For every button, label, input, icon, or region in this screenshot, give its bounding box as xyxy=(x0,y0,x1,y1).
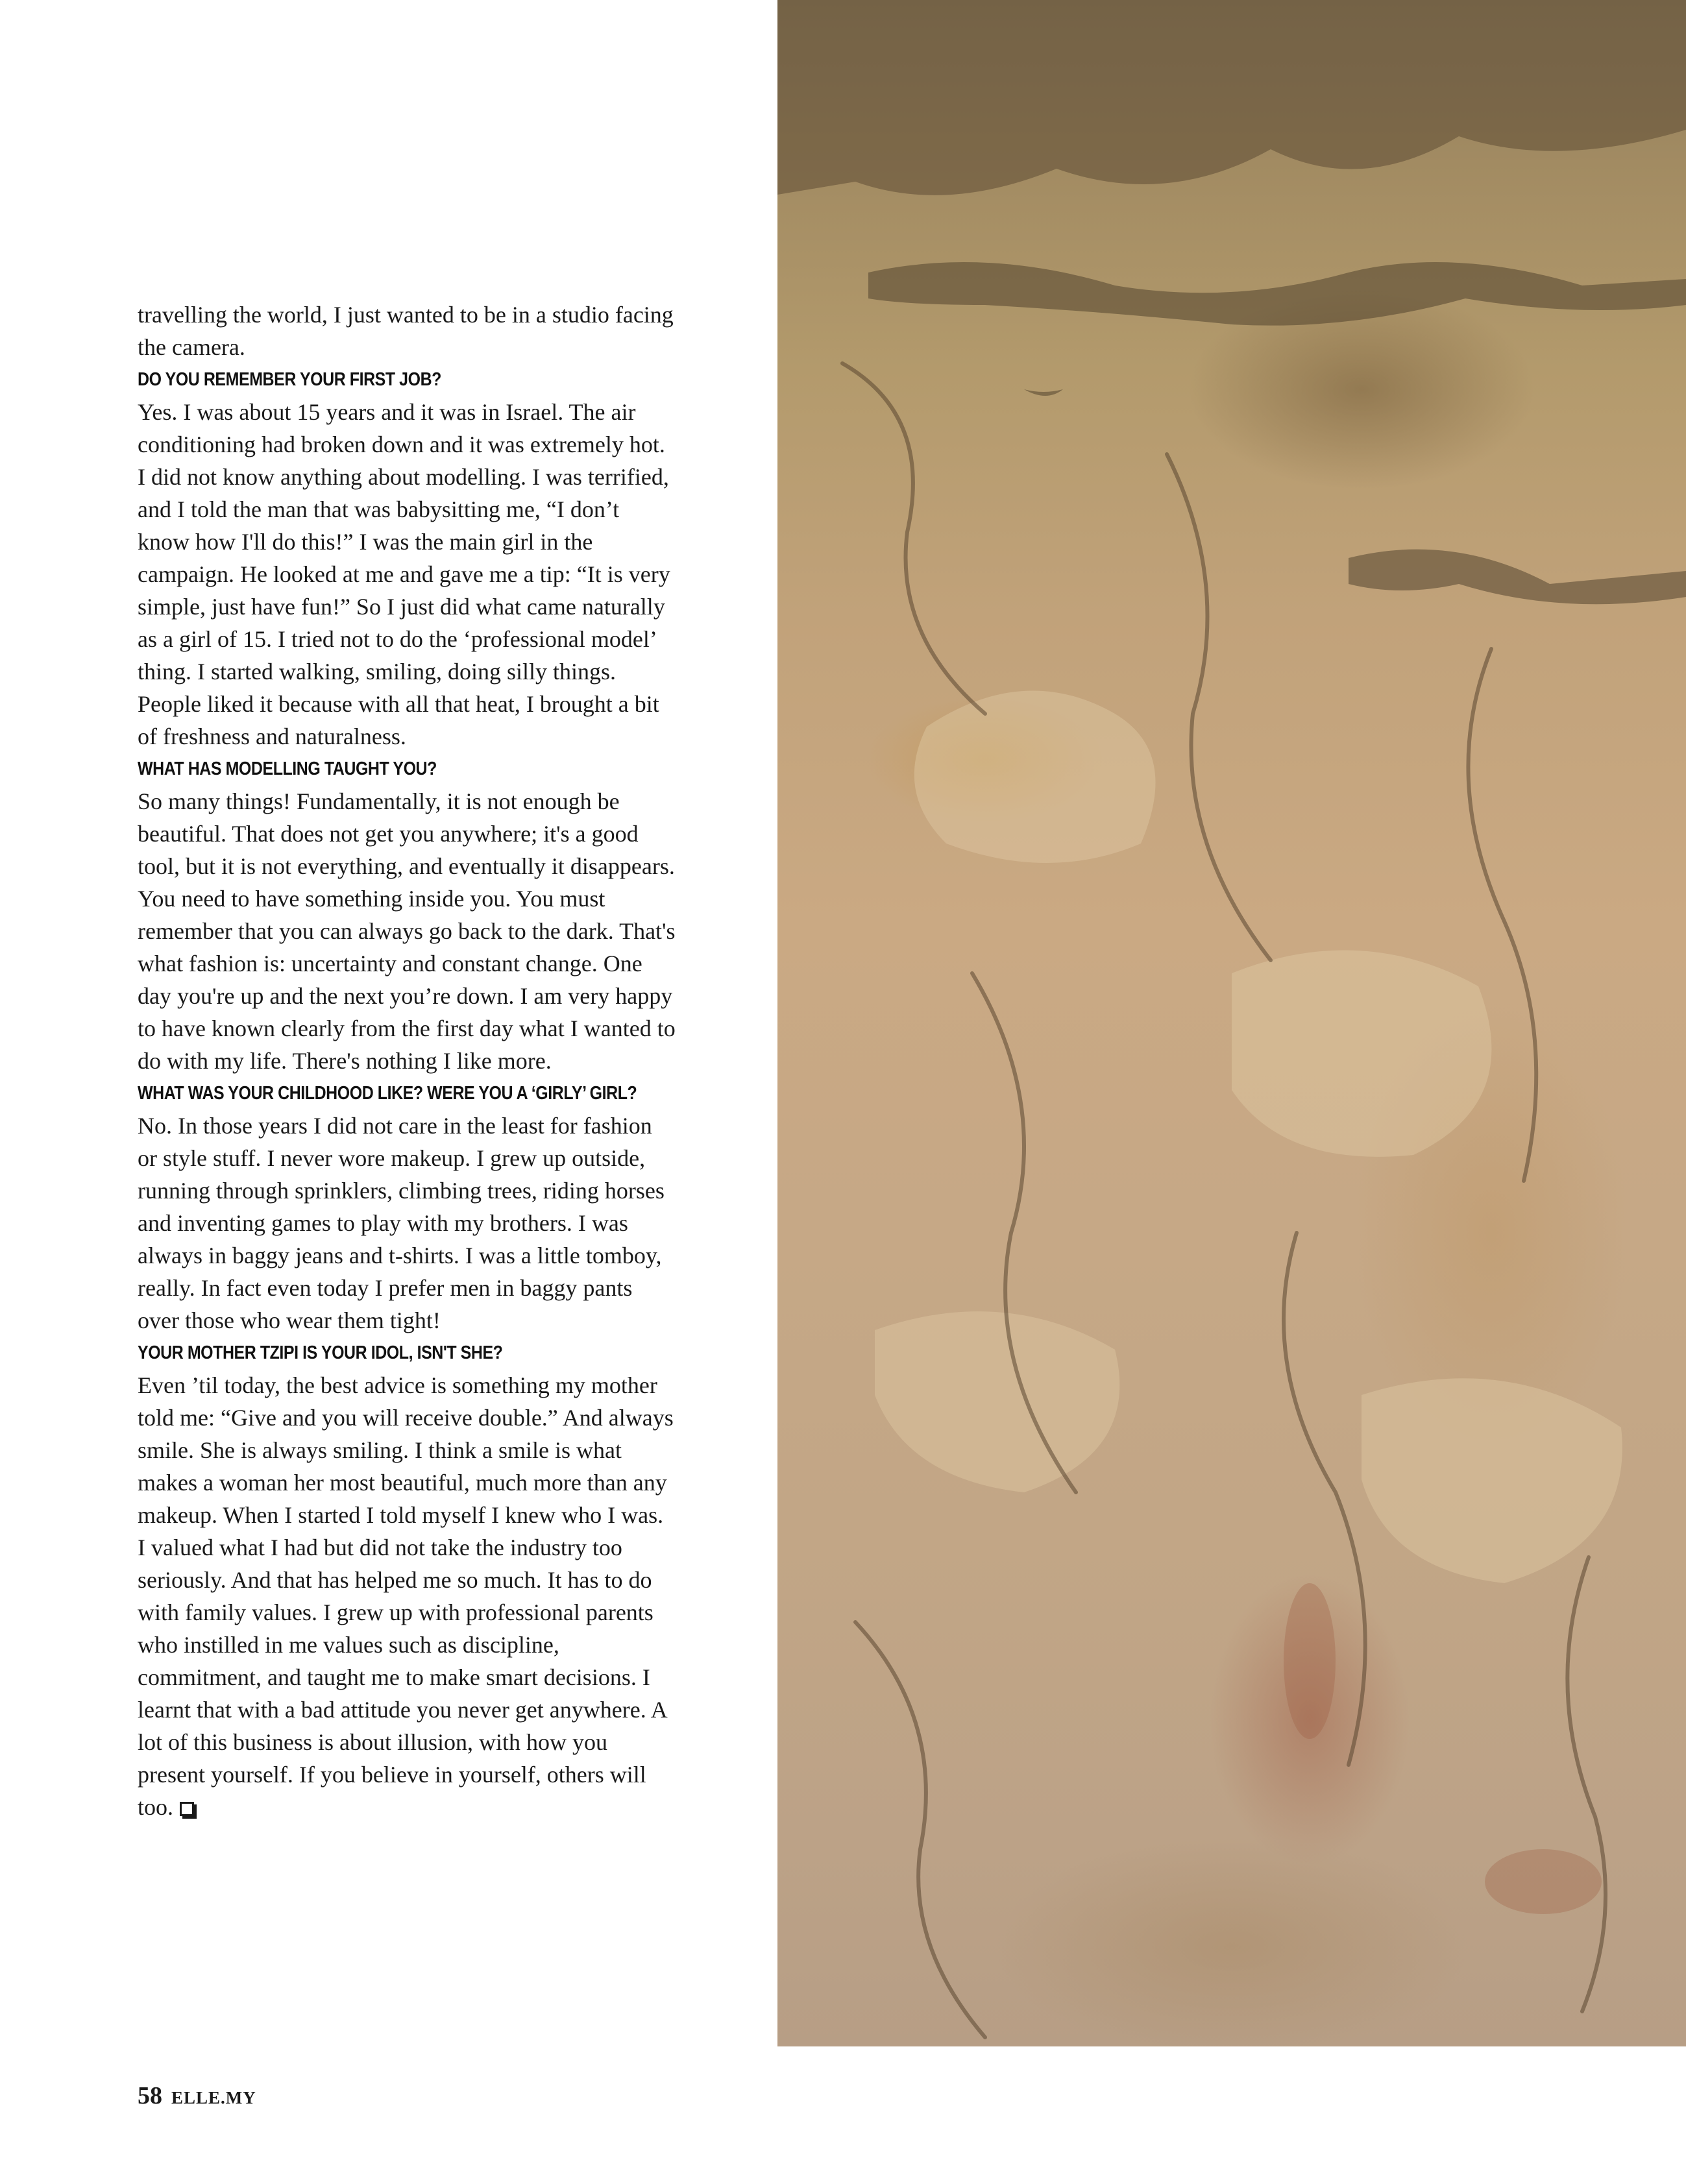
vertical-crack xyxy=(1567,1557,1606,2011)
vertical-crack xyxy=(1167,454,1271,960)
qa-block xyxy=(138,363,676,753)
rock-wall-photo xyxy=(777,0,1686,2046)
light-rock-patch xyxy=(875,1311,1119,1492)
light-rock-patch xyxy=(1232,950,1491,1156)
interview-question: WHAT WAS YOUR CHILDHOOD LIKE? WERE YOU A ‘GIRLY’ GIRL? xyxy=(138,1083,637,1104)
interview-answer: So many things! Fundamentally, it is not enough be beautiful. That does not get you anywhere; it's a good tool, but it is not everything, and eventually it disappears. You need to have something inside you. You must remember that you can always go back to the dark. That's what fashion is: uncertainty and constant change. One day you're up and the next you’re down. I am very happy to have known clearly from the first day what I wanted to do with my life. There's nothing I like more. xyxy=(138,788,676,1074)
interview-question: YOUR MOTHER TZIPI IS YOUR IDOL, ISN'T SHE? xyxy=(138,1342,503,1363)
article-intro-paragraph: travelling the world, I just wanted to be in a studio facing the camera. xyxy=(138,302,674,360)
page-number: 58 xyxy=(138,2082,162,2109)
light-rock-patch xyxy=(914,690,1156,863)
qa-block xyxy=(138,1337,676,1823)
end-of-article-icon xyxy=(180,1802,194,1816)
vertical-crack xyxy=(842,363,985,714)
small-hole xyxy=(1024,389,1063,396)
qa-block xyxy=(138,753,676,1077)
ochre-stain xyxy=(1485,1849,1602,1914)
article-text-column xyxy=(138,298,676,1823)
interview-answer: No. In those years I did not care in the least for fashion or style stuff. I never wore makeup. I grew up outside, running through sprinklers, climbing trees, riding horses and inventing games to play with my brothers. I was always in baggy jeans and t-shirts. I was a little tomboy, really. In fact even today I prefer men in baggy pants over those who wear them tight! xyxy=(138,1113,665,1333)
vertical-crack xyxy=(855,1622,985,2037)
horizontal-crack-ledge xyxy=(868,262,1686,326)
light-rock-patch xyxy=(1362,1378,1622,1583)
interview-answer xyxy=(138,1369,676,1823)
ochre-stain xyxy=(1284,1583,1336,1739)
magazine-name: ELLE.MY xyxy=(171,2088,256,2107)
interview-question: WHAT HAS MODELLING TAUGHT YOU? xyxy=(138,758,437,779)
page-folio xyxy=(138,2081,256,2110)
qa-block xyxy=(138,1077,676,1337)
rock-texture-illustration xyxy=(777,0,1686,2046)
interview-answer: Yes. I was about 15 years and it was in Israel. The air conditioning had broken down and it was extremely hot. I did not know anything about modelling. I was terrified, and I told the man that was babysitting me, “I don’t know how I'll do this!” I was the main girl in the campaign. He looked at me and gave me a tip: “It is very simple, just have fun!” So I just did what came naturally as a girl of 15. I tried not to do the ‘professional model’ thing. I started walking, smiling, doing silly things. People liked it because with all that heat, I brought a bit of freshness and naturalness. xyxy=(138,399,670,749)
vertical-crack xyxy=(1468,649,1536,1181)
mid-crack xyxy=(1349,550,1686,605)
interview-question: DO YOU REMEMBER YOUR FIRST JOB? xyxy=(138,369,441,390)
dark-upper-rock-band xyxy=(777,0,1686,195)
final-answer-text: Even ’til today, the best advice is something my mother told me: “Give and you will receive double.” And always smile. She is always smiling. I think a smile is what makes a woman her most beautiful, much more than any makeup. When I started I told myself I knew who I was. I valued what I had but did not take the industry too seriously. And that has helped me so much. It has to do with family values. I grew up with professional parents who instilled in me values such as discipline, commitment, and taught me to make smart decisions. I learnt that with a bad attitude you never get anywhere. A lot of this business is about illusion, with how you present yourself. If you believe in yourself, others will too. xyxy=(138,1372,674,1820)
